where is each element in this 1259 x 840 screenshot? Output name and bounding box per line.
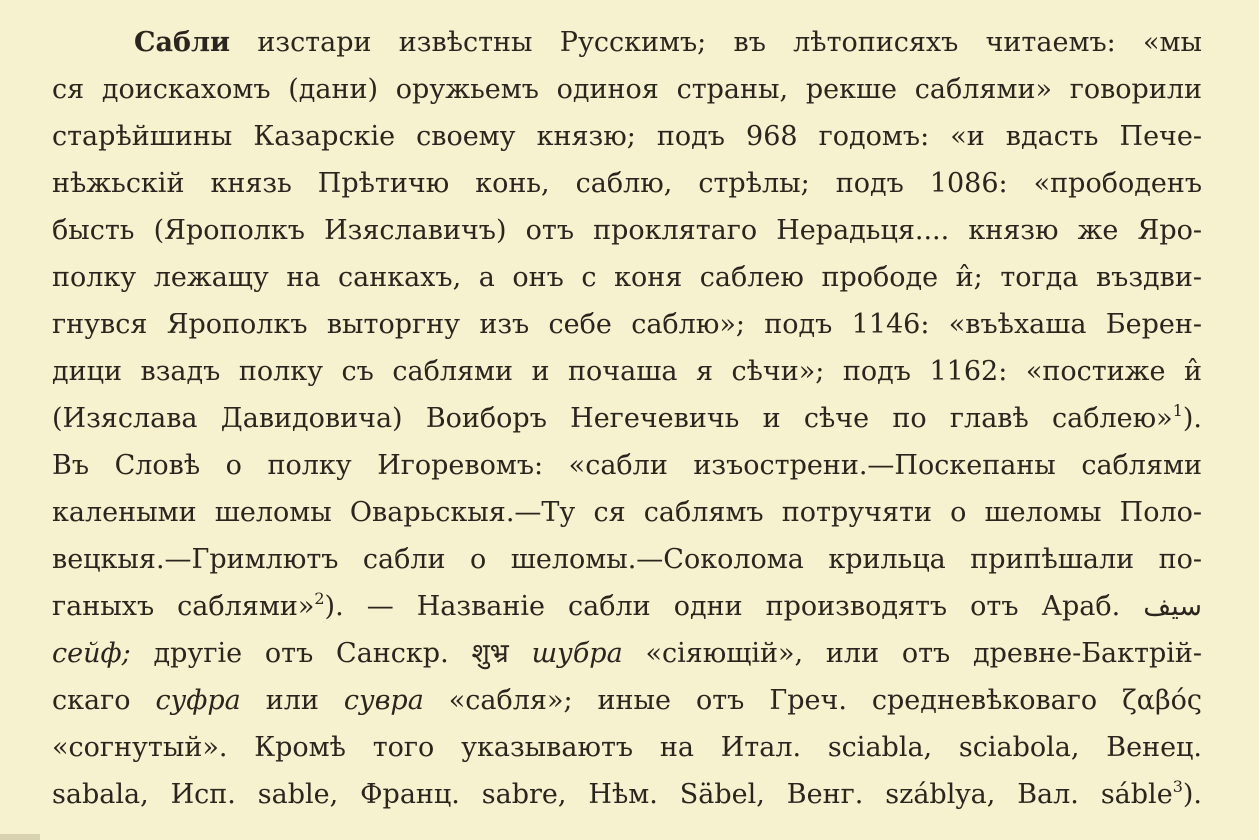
text-segment: (Изяслава Давидовича) Воиборъ Негечевичь и сѣче по главѣ саблею» bbox=[52, 403, 1173, 434]
text-segment: другіе отъ Санскр. शुभ्र bbox=[130, 638, 532, 669]
text-segment: бысть (Ярополкъ Изяславичъ) отъ проклятаго Нерадьця.... князю же Яро- bbox=[52, 215, 1202, 246]
text-segment: Въ Словѣ о полку Игоревомъ: «сабли изъострени.—Поскепаны саблями bbox=[52, 450, 1202, 481]
cut-off-line bbox=[0, 822, 1150, 840]
text-line-7 bbox=[52, 305, 1202, 345]
text-line-9 bbox=[52, 399, 1202, 439]
text-segment: ганыхъ саблями» bbox=[52, 591, 315, 622]
text-segment: дици взадъ полку съ саблями и почаша я сѣчи»; подъ 1162: «постиже и̂ bbox=[52, 356, 1202, 387]
text-segment: ). — Названіе сабли одни производятъ отъ Араб. سيف bbox=[324, 591, 1202, 622]
text-segment: гнувся Ярополкъ выторгну изъ себе саблю»; подъ 1146: «въѣхаша Берен- bbox=[52, 309, 1202, 340]
text-segment: старѣйшины Казарскіе своему князю; подъ 968 годомъ: «и вдасть Пече- bbox=[52, 121, 1202, 152]
text-segment: скаго bbox=[52, 685, 156, 716]
text-segment: «сабля»; иные отъ Греч. средневѣковаго ζαβός bbox=[423, 685, 1202, 716]
text-segment: полку лежащу на санкахъ, а онъ с коня саблею прободе и̂; тогда въздви- bbox=[52, 262, 1202, 293]
text-segment: 2 bbox=[314, 589, 325, 608]
text-segment: sabala, Исп. sable, Франц. sabre, Нѣм. Säbel, Венг. száblya, Вал. sáble bbox=[52, 779, 1173, 810]
text-line-6 bbox=[52, 258, 1202, 298]
text-line-4 bbox=[52, 164, 1202, 204]
text-segment: ся доискахомъ (дани) оружьемъ одиноя страны, рекше саблями» говорили bbox=[52, 74, 1202, 105]
text-segment: 3 bbox=[1172, 777, 1183, 796]
text-line-3 bbox=[52, 117, 1202, 157]
text-segment: суфра bbox=[155, 685, 241, 716]
text-segment: шубра bbox=[531, 638, 623, 669]
text-segment: сувра bbox=[343, 685, 424, 716]
text-line-12 bbox=[52, 540, 1202, 580]
text-line-5 bbox=[52, 211, 1202, 251]
text-line-15 bbox=[52, 681, 1202, 721]
text-line-13 bbox=[52, 587, 1202, 627]
text-line-8 bbox=[52, 352, 1202, 392]
text-segment: 1 bbox=[1172, 401, 1183, 420]
text-line-1 bbox=[52, 23, 1202, 63]
text-line-11 bbox=[52, 493, 1202, 533]
text-segment: ). bbox=[1182, 779, 1202, 810]
text-segment: изстари извѣстны Русскимъ; въ лѣтописяхъ читаемъ: «мы bbox=[257, 27, 1202, 58]
text-segment: «согнутый». Кромѣ того указываютъ на Итал. sciabla, sciabola, Венец. bbox=[52, 732, 1202, 763]
lead-word: Сабли bbox=[134, 27, 231, 58]
text-segment: калеными шеломы Оварьскыя.—Ту ся саблямъ потручяти о шеломы Поло- bbox=[52, 497, 1202, 528]
text-segment: «сіяющій», или отъ древне-Бактрій- bbox=[622, 638, 1202, 669]
text-line-17 bbox=[52, 775, 1202, 815]
text-segment: сейф; bbox=[52, 638, 131, 669]
text-segment: нѣжьскій князь Прѣтичю конь, саблю, стрѣлы; подъ 1086: «прободенъ bbox=[52, 168, 1202, 199]
text-segment: ). bbox=[1182, 403, 1202, 434]
text-line-2 bbox=[52, 70, 1202, 110]
text-segment: или bbox=[240, 685, 344, 716]
text-segment: вецкыя.—Гримлютъ сабли о шеломы.—Соколома крильца припѣшали по- bbox=[52, 544, 1202, 575]
text-line-14 bbox=[52, 634, 1202, 674]
text-line-10 bbox=[52, 446, 1202, 486]
text-line-16 bbox=[52, 728, 1202, 768]
